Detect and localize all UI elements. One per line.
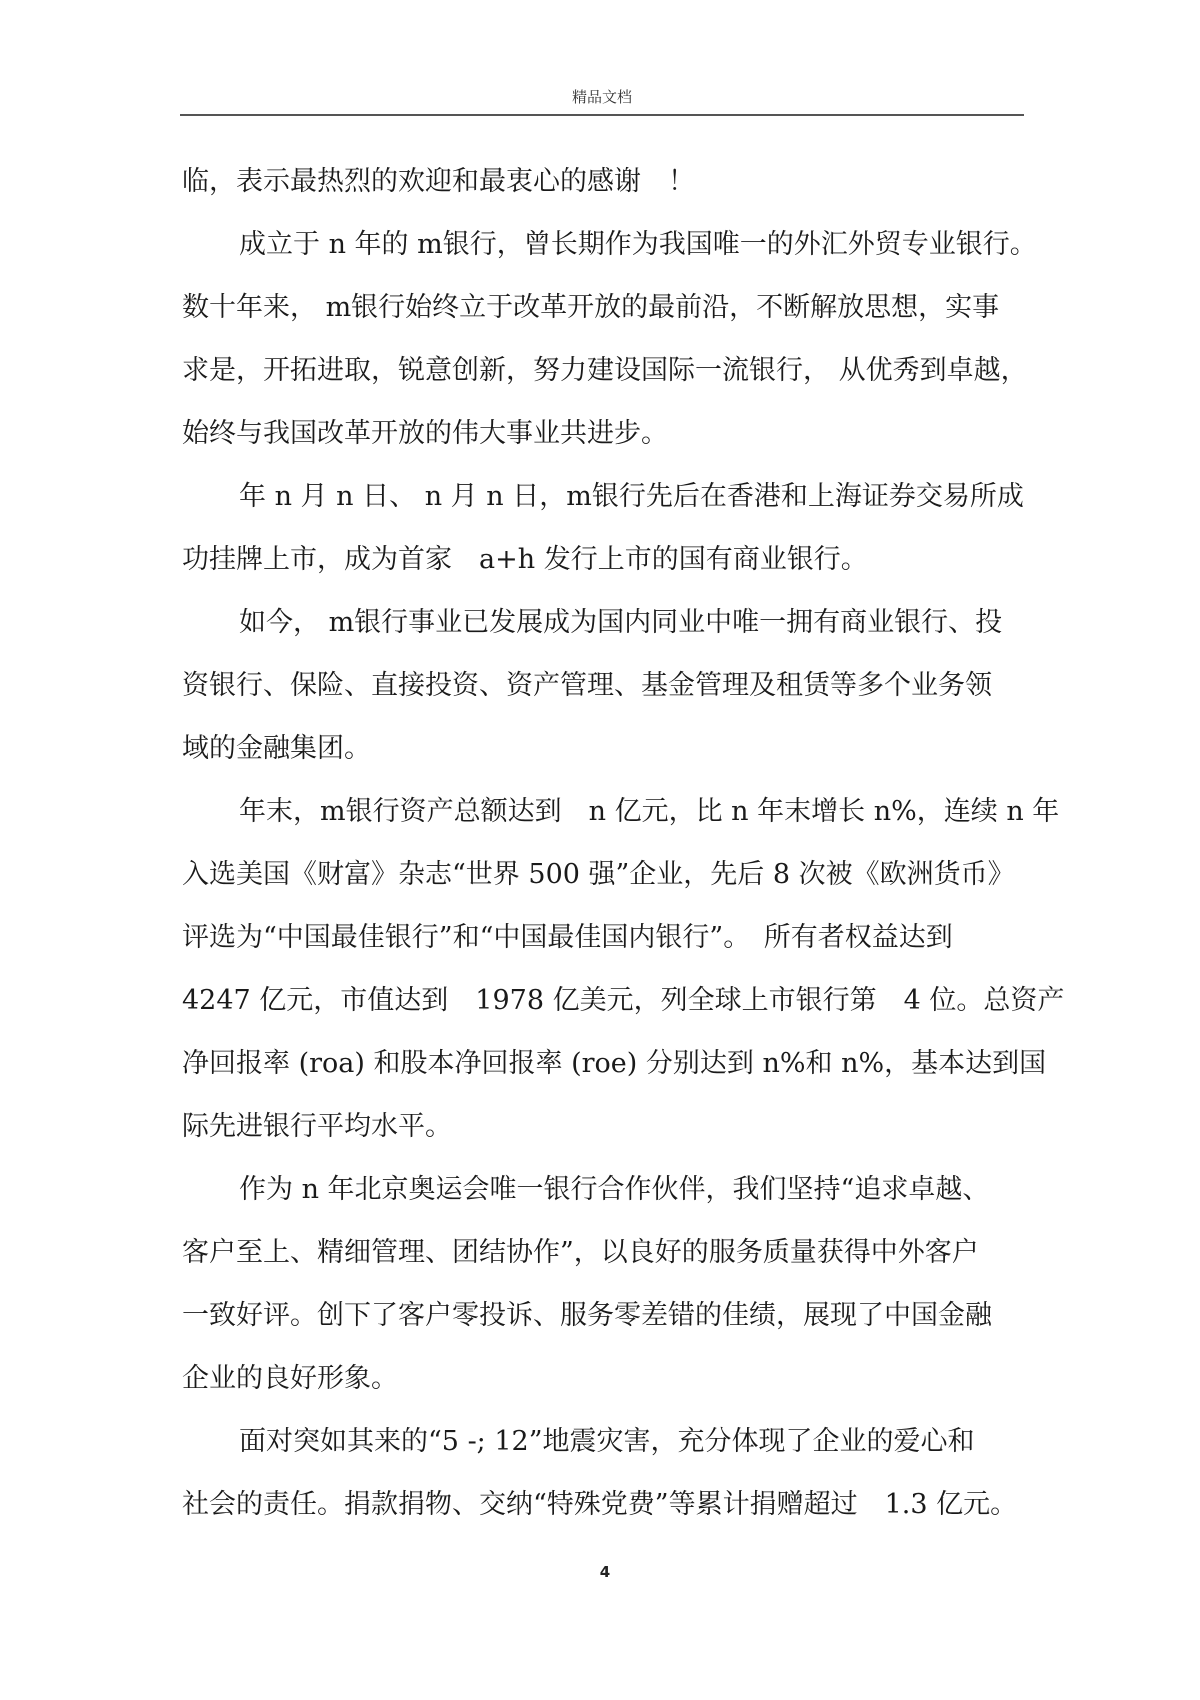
text-line: 数十年来， m银行始终立于改革开放的最前沿，不断解放思想，实事	[182, 292, 1000, 323]
text-line: 功挂牌上市，成为首家 a+h 发行上市的国有商业银行。	[182, 544, 868, 575]
body-text	[182, 150, 1065, 1536]
page-header: 精品文档	[571, 88, 632, 106]
text-line: 求是，开拓进取，锐意创新，努力建设国际一流银行， 从优秀到卓越，	[182, 355, 1028, 386]
text-line: 年 n 月 n 日、 n 月 n 日，m银行先后在香港和上海证券交易所成	[239, 481, 1024, 512]
text-line: 如今， m银行事业已发展成为国内同业中唯一拥有商业银行、投	[239, 607, 1003, 638]
text-line: 资银行、保险、直接投资、资产管理、基金管理及租赁等多个业务领	[182, 670, 992, 701]
text-line: 临，表示最热烈的欢迎和最衷心的感谢 ！	[182, 166, 695, 197]
text-line: 社会的责任。捐款捐物、交纳“特殊党费”等累计捐赠超过 1.3 亿元。	[182, 1489, 1018, 1520]
text-line: 一致好评。创下了客户零投诉、服务零差错的佳绩，展现了中国金融	[182, 1300, 992, 1331]
text-line: 面对突如其来的“5 -; 12”地震灾害，充分体现了企业的爱心和	[239, 1426, 975, 1457]
text-line: 始终与我国改革开放的伟大事业共进步。	[182, 418, 668, 449]
text-line: 入选美国《财富》杂志“世界 500 强”企业，先后 8 次被《欧洲货币》	[182, 859, 1015, 890]
text-line: 年末，m银行资产总额达到 n 亿元，比 n 年末增长 n%，连续 n 年	[239, 796, 1060, 827]
text-line: 评选为“中国最佳银行”和“中国最佳国内银行”。 所有者权益达到	[182, 922, 953, 953]
text-line: 客户至上、精细管理、团结协作”，以良好的服务质量获得中外客户	[182, 1237, 979, 1268]
text-line: 净回报率 (roa) 和股本净回报率 (roe) 分别达到 n%和 n%，基本达到国	[182, 1048, 1047, 1079]
text-line: 作为 n 年北京奥运会唯一银行合作伙伴，我们坚持“追求卓越、	[239, 1174, 990, 1205]
page-number: 4	[599, 1563, 611, 1581]
text-line: 4247 亿元，市值达到 1978 亿美元，列全球上市银行第 4 位。总资产	[182, 985, 1065, 1016]
header-divider	[180, 114, 1024, 116]
text-line: 际先进银行平均水平。	[182, 1111, 452, 1142]
text-line: 企业的良好形象。	[182, 1363, 398, 1394]
text-line: 域的金融集团。	[182, 733, 371, 764]
text-line: 成立于 n 年的 m银行，曾长期作为我国唯一的外汇外贸专业银行。	[239, 229, 1037, 260]
